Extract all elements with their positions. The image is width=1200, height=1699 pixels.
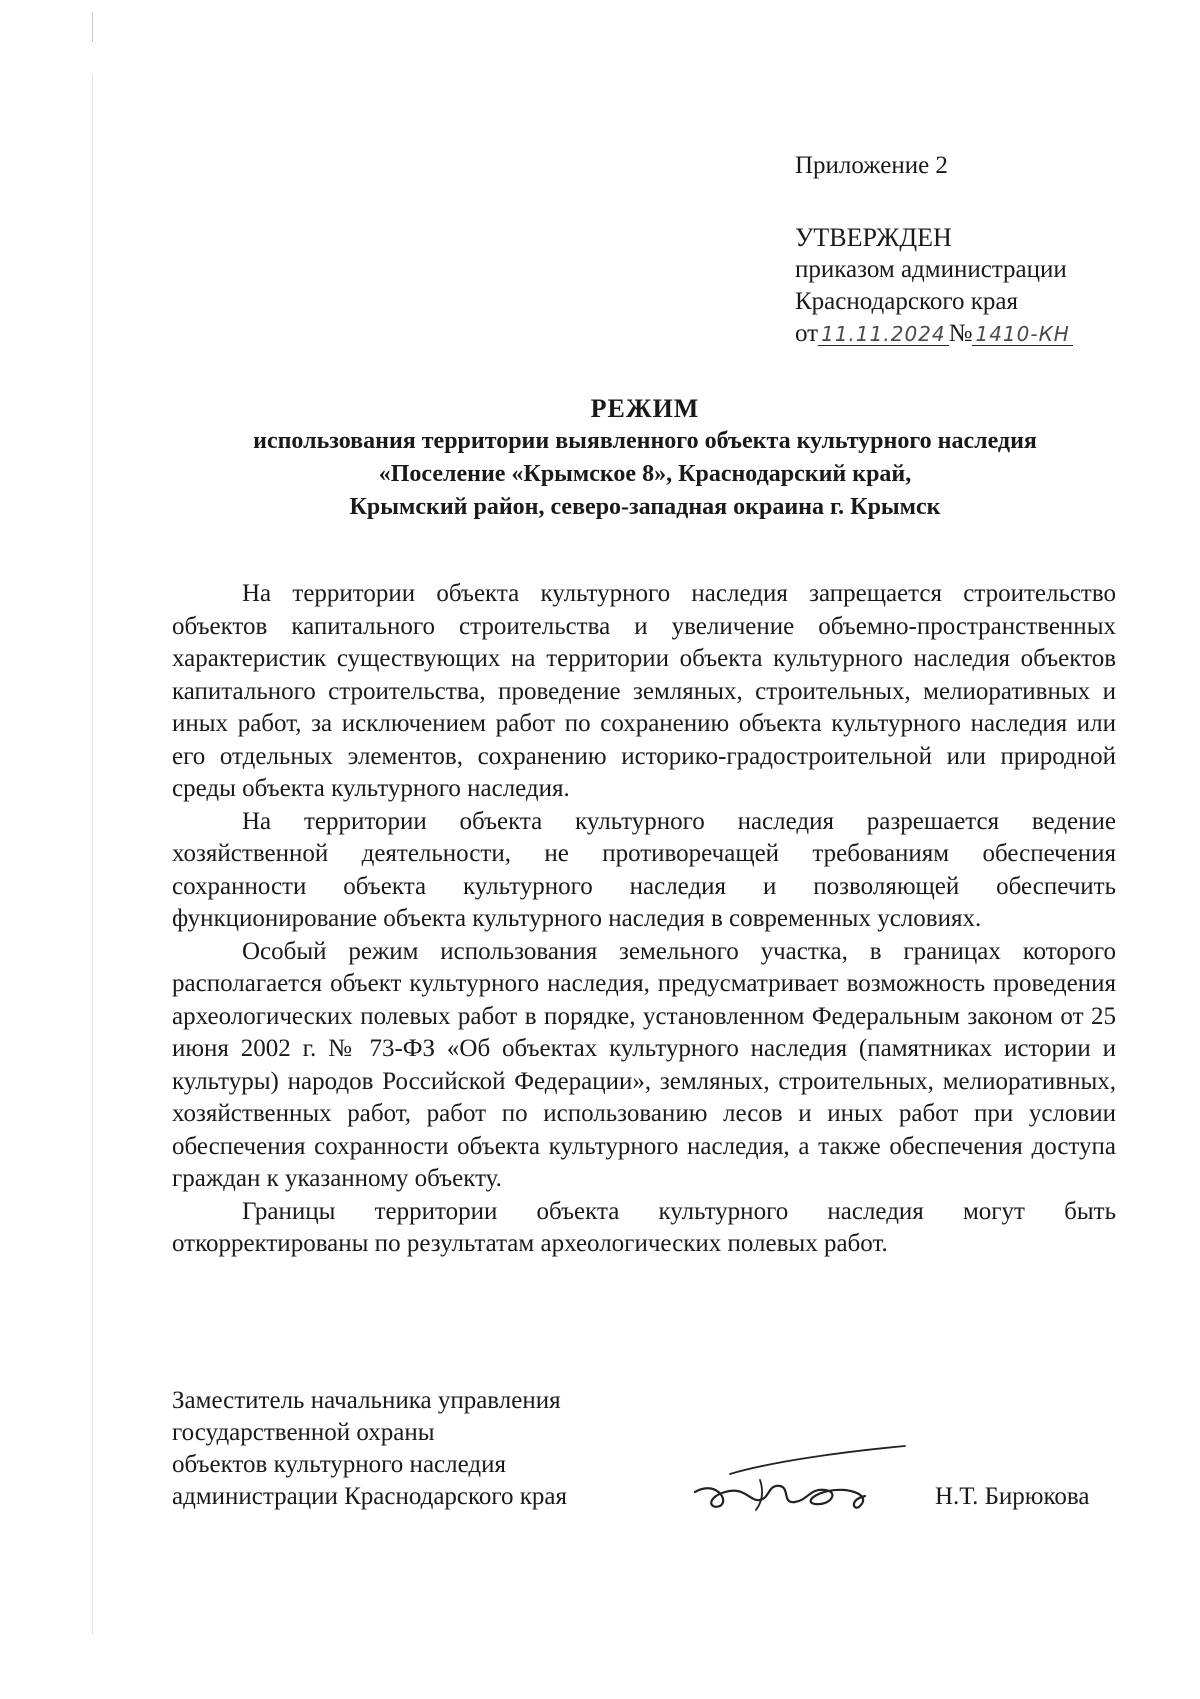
approval-date: 11.11.2024 xyxy=(818,323,949,346)
paragraph: Границы территории объекта культурного наследия могут быть откорректированы по результатам археологических полевых работ. xyxy=(172,1197,1116,1257)
paragraph: На территории объекта культурного наследия разрешается ведение хозяйственной деятельности, не противоречащей требованиям обеспечения сохранности объекта культурного наследия и позволяющей обеспечить функционирование объекта культурного наследия в современных условиях. xyxy=(172,807,1116,932)
handwritten-signature xyxy=(690,1440,920,1530)
number-prefix: № xyxy=(948,320,973,347)
title-line-3: Крымский район, северо-западная окраина г. Крымск xyxy=(349,494,941,520)
document-title xyxy=(160,392,1130,524)
title-main: РЕЖИМ xyxy=(590,394,700,423)
approval-line-2: Краснодарского края xyxy=(795,288,1018,315)
signer-name: Н.Т. Бирюкова xyxy=(935,1483,1090,1510)
approval-date-line xyxy=(795,318,1155,350)
paragraph: Особый режим использования земельного участка, в границах которого располагается объект культурного наследия, предусматривает возможность проведения археологических полевых работ в порядке, установленном Федеральным законом от 25 июня 2002 г. № 73-ФЗ «Об объектах культурного наследия (памятниках истории и культуры) народов Российской Федерации», земляных, строительных, мелиоративных, хозяйственных работ, работ по использованию лесов и иных работ при условии обеспечения сохранности объекта культурного наследия, а также обеспечения доступа граждан к указанному объекту. xyxy=(172,937,1116,1192)
approval-line-1: приказом администрации xyxy=(795,256,1067,283)
document-body xyxy=(172,578,1116,1261)
approved-heading: УТВЕРЖДЕН xyxy=(795,223,952,252)
approval-number: 1410-КН xyxy=(972,323,1072,346)
scan-edge-mark xyxy=(92,75,93,1635)
title-line-2: «Поселение «Крымское 8», Краснодарский край, xyxy=(378,461,912,487)
approval-block xyxy=(795,150,1155,350)
date-prefix: от xyxy=(795,320,819,347)
signer-title-line-2: государственной охраны xyxy=(172,1419,435,1446)
signer-title-line-3: объектов культурного наследия xyxy=(172,1451,506,1478)
scan-edge-mark xyxy=(92,12,93,42)
appendix-label: Приложение 2 xyxy=(795,152,948,179)
signer-title-line-4: администрации Краснодарского края xyxy=(172,1483,568,1510)
paragraph: На территории объекта культурного наследия запрещается строительство объектов капитального строительства и увеличение объемно-пространственных характеристик существующих на территории объекта культурного наследия объектов капитального строительства, проведение земляных, строительных, мелиоративных и иных работ, за исключением работ по сохранению объекта культурного наследия или его отдельных элементов, сохранению историко-градостроительной или природной среды объекта культурного наследия. xyxy=(172,580,1116,802)
signer-title-line-1: Заместитель начальника управления xyxy=(172,1387,561,1414)
signature-block xyxy=(172,1385,567,1513)
title-line-1: использования территории выявленного объекта культурного наследия xyxy=(253,428,1037,454)
